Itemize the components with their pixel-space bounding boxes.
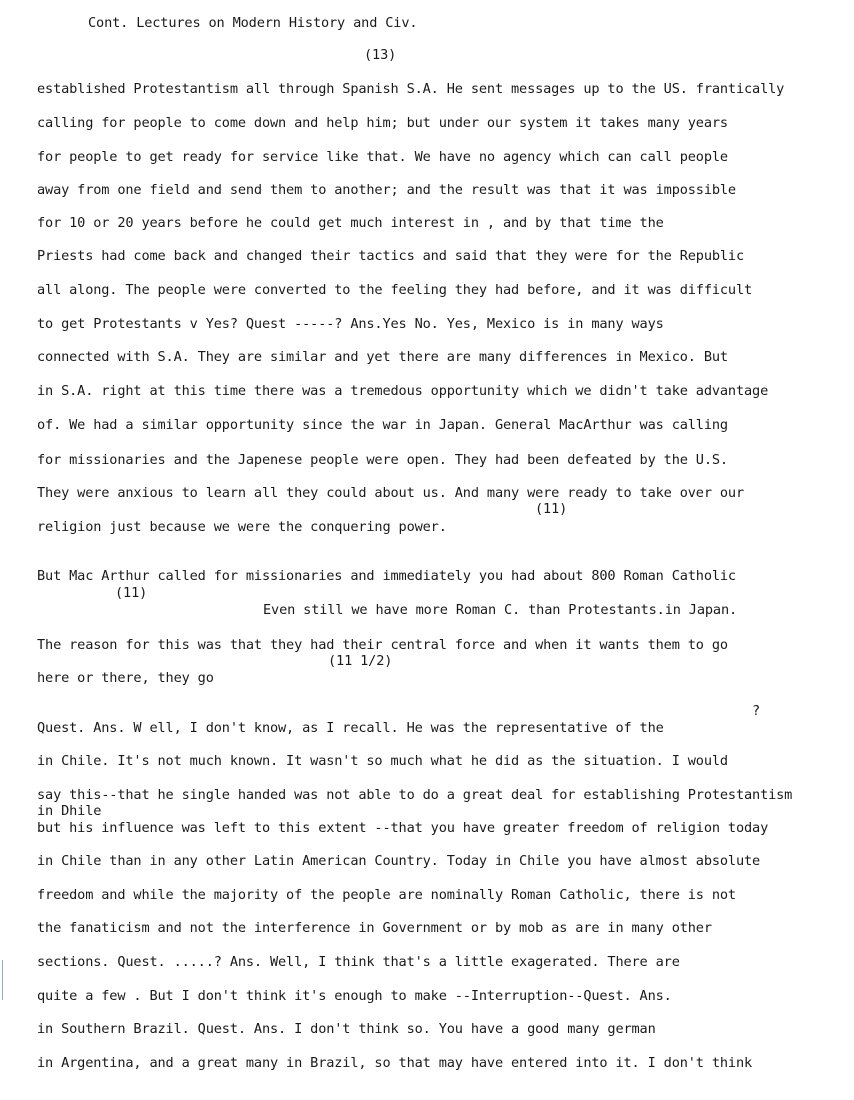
text-line: here or there, they go xyxy=(37,670,214,686)
text-line: in Dhile xyxy=(37,803,102,819)
text-line: established Protestantism all through Spanish S.A. He sent messages up to the US. frantically xyxy=(37,81,785,97)
header-title: Cont. Lectures on Modern History and Civ. xyxy=(88,15,418,31)
text-line: away from one field and send them to another; and the result was that it was impossible xyxy=(37,182,736,198)
tape-marker: (11) xyxy=(535,501,568,517)
text-line: to get Protestants v Yes? Quest -----? Ans.Yes No. Yes, Mexico is in many ways xyxy=(37,316,664,332)
text-line: in Chile than in any other Latin American Country. Today in Chile you have almost absolute xyxy=(37,853,761,869)
text-line: They were anxious to learn all they could about us. And many were ready to take over our xyxy=(37,485,745,501)
page-number: (13) xyxy=(364,47,397,63)
question-mark: ? xyxy=(752,703,761,719)
text-line: in Chile. It's not much known. It wasn't so much what he did as the situation. I would xyxy=(37,753,728,769)
tape-marker: (11) xyxy=(115,585,148,601)
text-line: Quest. Ans. W ell, I don't know, as I recall. He was the representative of the xyxy=(37,720,664,736)
text-line: Priests had come back and changed their tactics and said that they were for the Republic xyxy=(37,248,745,264)
text-line: but his influence was left to this extent --that you have greater freedom of religion today xyxy=(37,820,769,836)
text-line: say this--that he single handed was not able to do a great deal for establishing Protestantism xyxy=(37,787,793,803)
text-line: for people to get ready for service like that. We have no agency which can call people xyxy=(37,149,728,165)
text-line: for missionaries and the Japenese people were open. They had been defeated by the U.S. xyxy=(37,452,728,468)
text-line: But Mac Arthur called for missionaries and immediately you had about 800 Roman Catholic xyxy=(37,568,736,584)
text-line: quite a few . But I don't think it's enough to make --Interruption--Quest. Ans. xyxy=(37,988,672,1004)
text-line: freedom and while the majority of the people are nominally Roman Catholic, there is not xyxy=(37,887,736,903)
text-line: sections. Quest. .....? Ans. Well, I think that's a little exagerated. There are xyxy=(37,954,680,970)
text-line: in Southern Brazil. Quest. Ans. I don't think so. You have a good many german xyxy=(37,1021,656,1037)
text-line: in S.A. right at this time there was a tremedous opportunity which we didn't take advantage xyxy=(37,383,769,399)
text-line: Even still we have more Roman C. than Protestants.in Japan. xyxy=(263,602,738,618)
text-line: the fanaticism and not the interference in Government or by mob as are in many other xyxy=(37,920,712,936)
text-line: of. We had a similar opportunity since the war in Japan. General MacArthur was calling xyxy=(37,417,728,433)
tape-marker: (11 1/2) xyxy=(328,653,393,669)
text-line: The reason for this was that they had their central force and when it wants them to go xyxy=(37,637,728,653)
text-line: connected with S.A. They are similar and yet there are many differences in Mexico. But xyxy=(37,349,728,365)
margin-mark xyxy=(2,960,3,1000)
text-line: religion just because we were the conquering power. xyxy=(37,519,447,535)
text-line: for 10 or 20 years before he could get much interest in , and by that time the xyxy=(37,215,664,231)
text-line: calling for people to come down and help him; but under our system it takes many years xyxy=(37,115,728,131)
text-line: all along. The people were converted to the feeling they had before, and it was difficult xyxy=(37,282,753,298)
text-line: in Argentina, and a great many in Brazil, so that may have entered into it. I don't think xyxy=(37,1055,753,1071)
